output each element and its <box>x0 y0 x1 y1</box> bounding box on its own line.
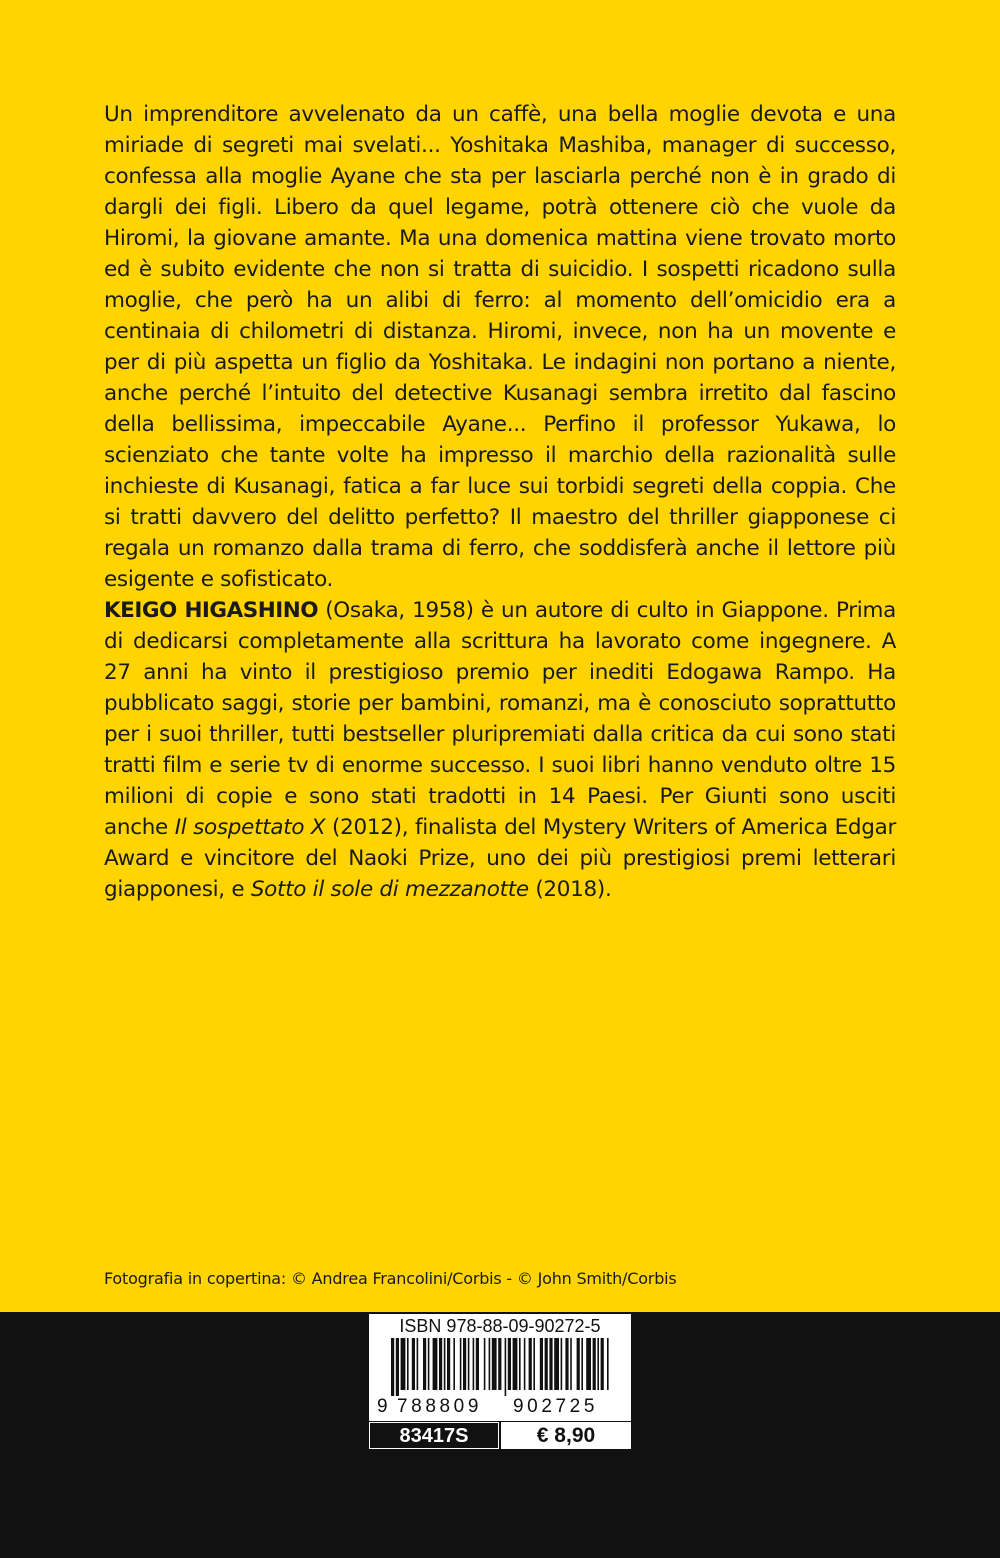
barcode-bar <box>433 1338 438 1390</box>
barcode-bar <box>529 1338 532 1390</box>
barcode-bar <box>473 1338 475 1390</box>
barcode-digits-right: 902725 <box>513 1396 599 1417</box>
barcode-bar <box>505 1338 507 1396</box>
price: € 8,90 <box>501 1422 631 1449</box>
book-title-il-sospettato-x: Il sospettato X <box>174 815 326 840</box>
barcode-bar <box>549 1338 552 1390</box>
barcode-bars <box>391 1338 613 1396</box>
barcode-bar <box>593 1338 596 1390</box>
author-name: KEIGO HIGASHINO <box>104 598 318 623</box>
barcode-bar <box>508 1338 511 1390</box>
barcode-bar <box>460 1338 462 1390</box>
barcode-digit-first: 9 <box>377 1396 388 1417</box>
barcode-bar <box>561 1338 563 1390</box>
barcode-bar <box>407 1338 409 1390</box>
photo-credits: Fotografia in copertina: © Andrea Francolini/Corbis - © John Smith/Corbis <box>104 1269 677 1288</box>
barcode-bar <box>417 1338 419 1390</box>
barcode-bar <box>581 1338 583 1390</box>
barcode-bar <box>423 1338 426 1390</box>
barcode-bar <box>468 1338 470 1390</box>
bio-text-3: (2018). <box>528 877 612 902</box>
product-code: 83417S <box>369 1422 499 1449</box>
barcode-bar <box>577 1338 580 1390</box>
barcode-bar <box>412 1338 415 1390</box>
barcode-bar <box>565 1338 568 1390</box>
barcode-bar <box>439 1338 442 1390</box>
barcode-bar <box>601 1338 604 1390</box>
synopsis-text: Un imprenditore avvelenato da un caffè, una bella moglie devota e una miriade di segreti mai svelati... Yoshitaka Mashiba, manager di successo, confessa alla moglie Ayane che sta per lasciarla perché non è in grado di dargli dei figli. Libero da quel legame, potrà ottenere ciò che vuole da Hiromi, la giovane amante. Ma una domenica mattina viene trovato morto ed è subito evidente che non si tratta di suicidio. I sospetti ricadono sulla moglie, che però ha un alibi di ferro: al momento dell’omicidio era a centinaia di chilometri di distanza. Hiromi, invece, non ha un movente e per di più aspetta un figlio da Yoshitaka. Le indagini non portano a niente, anche perché l’intuito del detective Kusanagi sembra irretito dal fascino della bellissima, impeccabile Ayane... Perfino il professor Yukawa, lo scienziato che tante volte ha impresso il marchio della razionalità sulle inchieste di Kusanagi, fatica a far luce sui torbidi segreti della coppia. Che si tratti davvero del delitto perfetto? Il maestro del thriller giapponese ci regala un romanzo dalla trama di ferro, che soddisferà anche il lettore più esigente e sofisticato. <box>104 102 896 592</box>
barcode-bar <box>545 1338 548 1390</box>
barcode-bar <box>463 1338 466 1390</box>
barcode-bar <box>489 1338 491 1390</box>
barcode-bar <box>453 1338 455 1390</box>
barcode-bar <box>447 1338 450 1390</box>
barcode-bar <box>391 1338 394 1396</box>
barcode-panel <box>369 1314 631 1421</box>
barcode-bar <box>492 1338 497 1390</box>
barcode-bar <box>396 1338 399 1396</box>
barcode-bar <box>533 1338 535 1390</box>
bio-text-2: (2012), finalista del Mystery Writers of America Edgar Award e vincitore del Naoki Prize, uno dei più prestigiosi premi letterari giapponesi, e <box>104 815 897 902</box>
barcode-bar <box>524 1338 526 1390</box>
barcode-bar <box>401 1338 406 1390</box>
barcode-bar <box>597 1338 599 1390</box>
barcode-bar <box>444 1338 446 1390</box>
book-title-sotto-il-sole: Sotto il sole di mezzanotte <box>250 877 529 902</box>
barcode-bar <box>607 1338 609 1390</box>
barcode-bar <box>476 1338 479 1390</box>
barcode-bar <box>484 1338 486 1390</box>
barcode-bar <box>586 1338 591 1390</box>
author-bio <box>104 595 896 905</box>
barcode-bar <box>570 1338 572 1390</box>
barcode-bar <box>428 1338 430 1390</box>
isbn-label: ISBN 978-88-09-90272-5 <box>399 1316 601 1336</box>
barcode-bar <box>540 1338 543 1390</box>
barcode-digits-left: 788809 <box>397 1396 483 1417</box>
barcode-bar <box>519 1338 521 1390</box>
barcode-bar <box>554 1338 559 1390</box>
bio-text-1: (Osaka, 1958) è un autore di culto in Giappone. Prima di dedicarsi completamente alla scrittura ha lavorato come ingegnere. A 27 anni ha vinto il prestigioso premio per inediti Edogawa Rampo. Ha pubblicato saggi, storie per bambini, romanzi, ma è conosciuto soprattutto per i suoi thriller, tutti bestseller pluripremiati dalla critica da cui sono stati tratti film e serie tv di enorme successo. I suoi libri hanno venduto oltre 15 milioni di copie e sono stati tradotti in 14 Paesi. Per Giunti sono usciti anche <box>104 598 896 840</box>
barcode-bar <box>498 1338 501 1390</box>
barcode-bar <box>513 1338 518 1390</box>
